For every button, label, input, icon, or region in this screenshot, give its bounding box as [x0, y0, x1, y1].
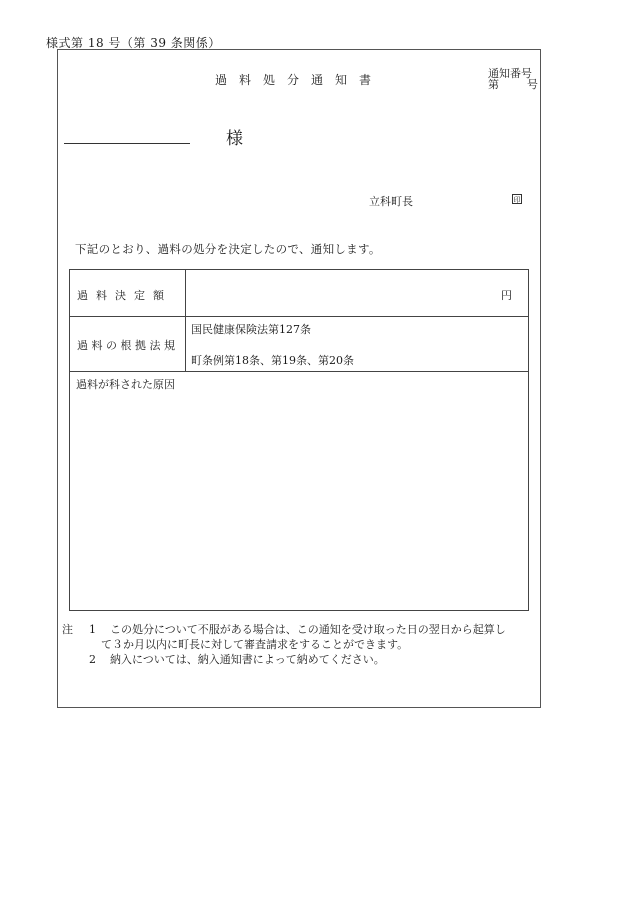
note-1-text-line-2: て３か月以内に町長に対して審査請求をすることができます。: [101, 638, 409, 651]
row-divider: [70, 371, 528, 372]
note-1-number: 1: [89, 623, 96, 636]
recipient-name-line: [64, 143, 190, 144]
notice-number-suffix: 号: [527, 78, 538, 91]
note-1-line-2: [62, 637, 540, 652]
row-divider: [70, 316, 528, 317]
basis-label: 過料の根拠法規: [77, 339, 179, 352]
notice-number-label: 通知番号: [488, 67, 532, 80]
reason-label: 過料が科された原因: [76, 378, 175, 391]
basis-law-1: 国民健康保険法第127条: [191, 323, 311, 336]
notice-number-block: [488, 68, 538, 90]
note-1-text-line-1: この処分について不服がある場合は、この通知を受け取った日の翌日から起算し: [110, 623, 506, 636]
notes-section: [62, 622, 540, 667]
details-table: [69, 269, 529, 611]
note-2: [62, 652, 540, 667]
note-2-text: 納入については、納入通知書によって納めてください。: [110, 653, 385, 666]
recipient-honorific: 様: [226, 129, 243, 149]
amount-label: 過料決定額: [77, 289, 172, 302]
note-2-number: 2: [89, 653, 96, 666]
notice-number-row: [488, 79, 538, 90]
basis-law-2: 町条例第18条、第19条、第20条: [191, 354, 354, 367]
amount-unit: 円: [501, 289, 512, 302]
note-1-line-1: [62, 622, 540, 637]
issuer-name: 立科町長: [369, 195, 413, 208]
seal-mark: 印: [513, 196, 521, 204]
form-number-label: 様式第 18 号（第 39 条関係）: [46, 36, 221, 50]
intro-text: 下記のとおり、過料の処分を決定したので、通知します。: [75, 242, 381, 256]
notes-heading: 注: [62, 623, 73, 636]
column-divider: [185, 270, 186, 371]
notice-number-prefix: 第: [488, 78, 499, 91]
document-title: 過料処分通知書: [215, 73, 384, 87]
